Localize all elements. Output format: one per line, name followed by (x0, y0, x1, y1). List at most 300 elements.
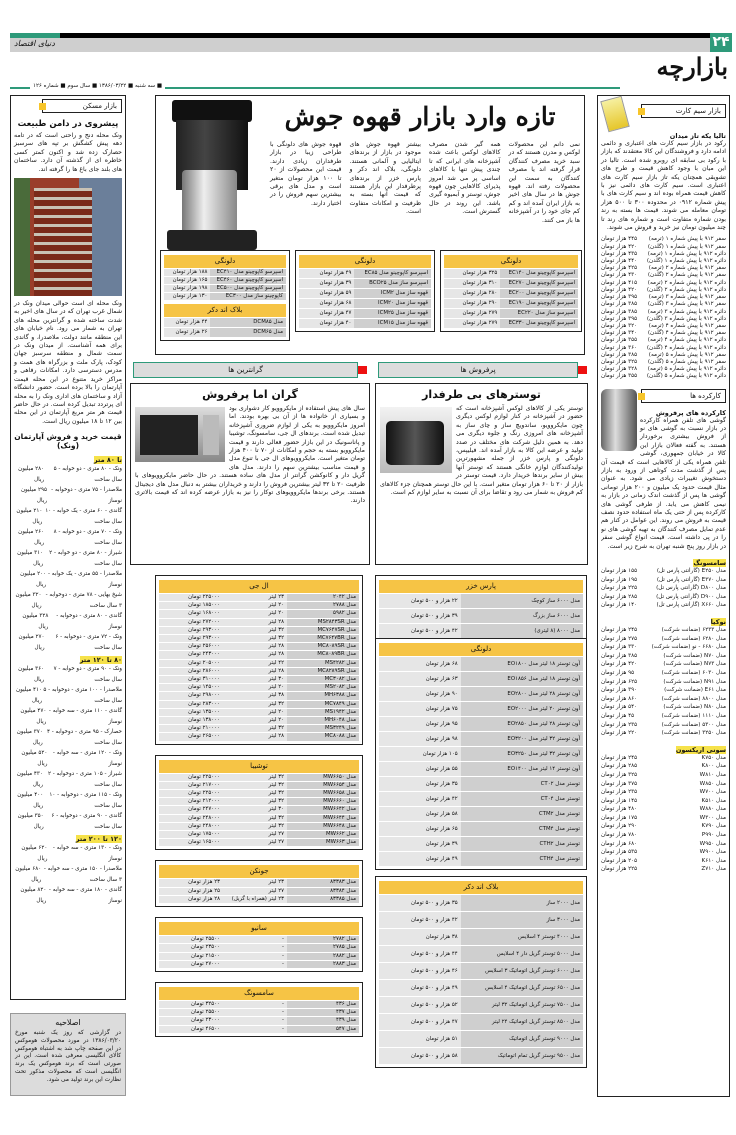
table-cell: - (223, 953, 287, 960)
item-price: ۴۸۰ هزار تومان (601, 806, 638, 813)
item-name: مدل K۸۰۰ (701, 763, 726, 770)
item-name: مدل N۸۰ (ضمانت شرکت) (663, 704, 726, 711)
table-cell: مدل ۳۰۰۰ ساز (461, 912, 583, 928)
brand-label (601, 559, 726, 567)
price-table-delonghi-3 (160, 250, 290, 304)
price-table-delonghi-4 (375, 638, 587, 870)
table-row (159, 1017, 359, 1024)
item-price: ۶۸۰ میلیون ریال (15, 866, 42, 883)
table-cell: ۳۲ لیتر (223, 701, 287, 708)
table-cell: ۶۸ هزار تومان (379, 657, 461, 671)
microwave-image (135, 407, 225, 462)
table-row (379, 822, 583, 836)
item-name: مدل N۷۰ (ضمانت شرکت) (663, 652, 726, 659)
table-cell: ۳۲ لیتر (223, 790, 287, 797)
list-item (14, 685, 122, 706)
price-table-jonkan (155, 860, 363, 907)
coffee-table-delonghi-3 (160, 250, 290, 341)
table-cell: مدل MW۶۶۴۲ (287, 806, 359, 813)
list-item (601, 762, 726, 771)
table-row (379, 1048, 583, 1064)
table-cell: مدل ۶۰۰۰ ساز بزرگ (461, 609, 583, 623)
table-row (379, 946, 583, 962)
item-name: ونک - ۸۰ متری - دو خوابه - ۵ سال ساخت (53, 466, 122, 483)
item-name: دائره ۹۱۲ با پیش شماره ۴ (ترمه) (647, 337, 726, 344)
list-item (601, 780, 726, 789)
item-name: ونک - ۱۱۵ متری - دوخوابه - ۱۰ سال ساخت (49, 792, 122, 809)
item-price: ۱۵۵ هزار تومان (601, 568, 638, 575)
item-name: مدل W۹۰۰ (699, 849, 726, 856)
brand-name: نوکیا (710, 618, 726, 626)
building-photo (14, 178, 122, 296)
list-item (14, 464, 122, 485)
coffee-column-2: همه گیر شدن مصرف کالاهای لوکس باعث شده آشپزخانه های ایرانی که تا چندی پیش تنها با کالاهای اساسی پر می شد امروز پذیرای کالاهایی چون قهوه جوش، توستر و آبمیوه گیری باشد. این روند در حال گسترش است. (429, 141, 501, 216)
list-item (601, 330, 726, 337)
table-cell: ۴۲ لیتر (223, 660, 287, 667)
table-cell: مدل ۵۹۸۲ (287, 610, 359, 617)
item-name: گاندی - ۶۰ متری - یک خوابه - ۱۰ سال ساخت (45, 508, 122, 525)
item-name: شیراز - ۸۰ متری - دو خوابه - ۲ سال ساخت (49, 550, 122, 567)
item-price: ۲۴۵ هزار تومان (601, 627, 638, 633)
table-cell: آون توستر ۲۸ لیتر مدل EO۲۸۵۰ (461, 717, 583, 731)
table-cell: ۲۵۵۰۰ تومان (159, 936, 223, 943)
table-cell: - (223, 944, 287, 951)
tag-marker-icon (638, 393, 645, 400)
item-price: ۳۸۵ هزار تومان (601, 652, 638, 659)
list-item (601, 848, 726, 857)
table-cell: ۲۸ لیتر (223, 643, 287, 650)
item-name: مدل ۶۲۳۳ (ضمانت شرکت) (661, 627, 726, 633)
table-cell: توستر مدل CT۰۲ (461, 777, 583, 791)
table-cell: مدل ۹۵۰۰ توستر گریل تمام اتوماتیک (461, 1048, 583, 1064)
item-name: مدل ۵۳۰۰ (ضمانت شرکت) (661, 721, 726, 728)
list-item (14, 485, 122, 506)
table-row (159, 635, 359, 642)
table-title: بلاک اند دکر (379, 881, 583, 894)
item-price: ۳۷۰ میلیون ریال (16, 729, 43, 746)
item-name: سفر ۹۱۲ با پیش شماره ۳ (ترمه) (648, 294, 726, 301)
table-title: دلونگی (164, 255, 286, 268)
table-row (379, 807, 583, 821)
table-cell: ۲۳ لیتر (223, 594, 287, 601)
table-cell: مدل ۹۰۰۰ توستر گریل اتوماتیک (461, 1031, 583, 1047)
table-title: ال جی (159, 580, 359, 593)
table-cell: مدل ۴۳۶ (287, 1001, 359, 1008)
item-name: حصارک - ۹۵ متری - دوخوابه - ۴ سال ساخت (46, 729, 122, 746)
item-name: دائره ۹۱۲ با پیش شماره ۱ (گلدن) (646, 258, 726, 265)
item-name: سفر ۹۱۲ با پیش شماره ۲ (گلدن) (647, 272, 726, 279)
table-cell: ۳۲ لیتر (223, 815, 287, 822)
expensive-tag: گرانترین ها (133, 362, 358, 378)
item-name: ونک - ۷۲ متری - دوخوابه - ۶ سال ساخت (55, 634, 122, 651)
table-cell: ۱۶۵۰۰۰ تومان (159, 839, 223, 846)
table-row (164, 318, 286, 327)
table-row (379, 1014, 583, 1030)
table-cell: ۲۸ لیتر (223, 668, 287, 675)
table-cell: ۳۵ هزار تومان (379, 777, 461, 791)
coffee-column-4: قهوه جوش های دلونگی با طراحی زیبا در بازار طرفداران زیادی دارند. قیمت این محصولات از ۲۰ تا ۱۰۰ هزار تومان متغیر است و مدل های برقی بیشترین سهم فروش را در اختیار دارند. (270, 141, 342, 207)
price-table-lg (155, 575, 363, 745)
list-item (601, 601, 726, 610)
table-cell: - (223, 1017, 287, 1024)
table-row (379, 672, 583, 686)
sim-card-image (600, 96, 630, 133)
table-cell: ۳۸ لیتر (223, 692, 287, 699)
table-cell: ۹۰ هزار تومان (379, 687, 461, 701)
table-cell: قهوه ساز مدل ICM۲ (354, 289, 431, 298)
table-row (159, 953, 359, 960)
table-row (299, 279, 431, 288)
table-cell: مدل MC۸۰۸۹BR (287, 651, 359, 658)
table-cell: آون توستر ۲۰ لیتر مدل EO۲۰۰۰ (461, 702, 583, 716)
list-item (601, 865, 726, 874)
table-cell: - (223, 936, 287, 943)
table-cell: ۲۰ لیتر (223, 610, 287, 617)
table-row (159, 831, 359, 838)
phone-body: گوشی های تلفن همراه کارکرده در بازار نسبت به گوشی های نو از فروش بیشتری برخوردار هستند. به گفته فعالان بازار این کالا در خیابان جمهوری، گوشی تلفن همراه یکی از کالاهایی است که قیمت آن پس از گذشت مدت کوتاهی از ورود به بازار دستخوش تغییرات زیادی می شود. به عنوان مثال قیمت حدود یک میلیون و ۲۰۰ هزار تومانی گوشی ها پس از گذشت اندک زمانی در بازار به نیمی کاهش می یابد. از طرفی گوشی های کارکرده پس از حتی یک ماه استفاده حدود نصف قیمت به فروش می روند. این عوامل در کنار هم عدم تمایل مصرف کنندگان به تهیه گوشی های نو را در پی داشته است. قیمت انواع گوشی سفر در بازار روز پنج شنبه تهران به شرح زیر است. (601, 416, 726, 550)
table-cell: مدل MH۶۰۴۸ (287, 717, 359, 724)
table-cell: اسپرسو ساز مدل BCO۲۵ (354, 279, 431, 288)
item-name: مدل D۸۰۰ (گارانتی پارس تل) (656, 585, 726, 592)
table-cell: ۴۹ هزار تومان (379, 852, 461, 866)
table-cell: ۱۳۵۰۰۰ تومان (159, 709, 223, 716)
table-cell: آون توستر ۱۸ لیتر مدل EO۱۸۵۶ (461, 672, 583, 686)
price-table-toshiba (155, 755, 363, 851)
table-cell: ۳۰ لیتر (223, 676, 287, 683)
table-row (159, 684, 359, 691)
item-price: ۲۲۰ هزار تومان (601, 730, 638, 737)
item-name: مدل P۹۹۰ (701, 832, 726, 839)
table-row (444, 299, 578, 308)
list-item (14, 527, 122, 548)
table-cell: ۱۹۸ هزار تومان (164, 285, 210, 292)
table-cell: قهوه ساز مدل ICM۲۰ (354, 299, 431, 308)
item-name: مدل E۳۷۰ (گارانتی پارس تل) (656, 576, 726, 583)
table-cell: اسپرسو کاپوچینو مدل EC۲۰۰ (500, 289, 578, 298)
table-cell: - (223, 961, 287, 968)
coffee-column-3: بیشتر قهوه جوش های موجود در بازار از برندهای ایتالیایی و آلمانی هستند. دلونگی، بلاک اند دکر و پارس خزر از برندهای پرطرفدار این بازار هستند که قیمت آنها بسته به ظرفیت و امکانات متفاوت است. (349, 141, 421, 216)
table-row (444, 319, 578, 328)
table-cell: ۲۱۲۰۰۰ تومان (159, 798, 223, 805)
item-price: ۳۸۵ هزار تومان (601, 301, 638, 308)
list-item (601, 643, 726, 652)
item-price: ۳۱۰ میلیون ریال (17, 550, 44, 567)
coffee-column-1: نمی دانم این محصولات لوکس و مدرن هستند که در سبد خرید مصرف کنندگان قرار گرفته اند یا مصرف کنندگان به سمت این محصولات رفته اند. قهوه جوش ها در سال های اخیر به بازار ایران آمده اند و کم کم جای خود را در آشپزخانه ها باز می کنند. (508, 141, 580, 224)
item-name: دائره ۹۱۲ با پیش شماره ۵ (ترمه) (647, 366, 726, 373)
table-cell: مدل ۲۸۸۳ (287, 961, 359, 968)
table-cell: ۴۲ هزار و ۵۰۰ تومان (379, 624, 461, 638)
table-cell: ۲۰ لیتر (223, 684, 287, 691)
item-price: ۱۴۵ هزار تومان (601, 797, 638, 804)
table-row (379, 624, 583, 638)
table-cell: مدل ۲۸۸۲ (287, 953, 359, 960)
table-title: دلونگی (379, 643, 583, 656)
item-name: مدل ۳۲۵۰ (ضمانت شرکت) (661, 730, 726, 737)
item-name: مدل ۶۰۳۰ (ضمانت شرکت) (661, 669, 726, 676)
list-item (14, 727, 122, 748)
table-cell: ۲۸ لیتر (223, 619, 287, 626)
item-price: ۴۲۰ هزار تومان (601, 286, 638, 293)
table-cell: ۵۱ هزار تومان (379, 1031, 461, 1047)
table-cell: ۲۱۵۰۰ تومان (159, 953, 223, 960)
list-item (14, 506, 122, 527)
table-cell: ۱۶۸۰۰۰ تومان (159, 610, 223, 617)
table-row (159, 944, 359, 951)
table-row (379, 687, 583, 701)
table-cell: مدل MC۷۸۴۹ (287, 701, 359, 708)
item-price: ۴۱۵ هزار تومان (601, 279, 638, 286)
table-row (379, 762, 583, 776)
table-row (159, 815, 359, 822)
list-item (601, 797, 726, 806)
table-cell: ۲۸ لیتر (223, 733, 287, 740)
item-price: ۴۷۰ میلیون ریال (20, 708, 47, 725)
table-cell: ۲۴۳۰۰۰ تومان (159, 651, 223, 658)
table-row (299, 269, 431, 278)
table-row (159, 602, 359, 609)
brand-rows (601, 754, 726, 874)
item-name: سفر ۹۱۲ با پیش شماره ۴ (گلدن) (647, 330, 726, 337)
table-cell: ۳۲ لیتر (223, 627, 287, 634)
table-cell: مدل MS۲۸۴۳SR (287, 619, 359, 626)
list-item (14, 664, 122, 685)
table-cell: مدل ۵۴۷ (287, 1026, 359, 1033)
table-cell: مدل ۲۷۸۵ (287, 944, 359, 951)
housing-intro: ونک محله دنج و راحتی است که در تامه دهه پیش کشگش بر تپه های سرسبز حصارک زده شد و اکنون کمتر کسی خاطره ای از گذشته آن دارد. ساختمان های بلند جای باغ ها را گرفته اند. (14, 132, 122, 173)
table-row (299, 289, 431, 298)
table-cell: ۴۲ هزار و ۵۰۰ تومان (379, 912, 461, 928)
item-price: ۵۲۰ میلیون ریال (21, 750, 48, 767)
list-item (601, 805, 726, 814)
table-row (159, 692, 359, 699)
list-item (14, 790, 122, 811)
table-row (379, 717, 583, 731)
table-row (164, 285, 286, 292)
table-cell: ۵۵ هزار تومان (379, 762, 461, 776)
toaster-article (375, 383, 588, 565)
table-row (159, 660, 359, 667)
table-cell: مدل ۲۷۸۸ (287, 602, 359, 609)
group-label: ۱۲۰ تا ۲۰۰ متر (75, 835, 122, 844)
item-price: ۴۴۵ هزار تومان (601, 236, 638, 243)
table-cell: ۳۵ هزار و ۵۰۰ تومان (379, 895, 461, 911)
table-cell: توستر مدل CT۰۴ (461, 792, 583, 806)
table-cell: کاپوچینو ساز مدل EC۳۰۰ (210, 293, 286, 300)
item-price: ۳۲۸ میلیون ریال (22, 613, 49, 630)
table-cell: ۳۰ لیتر (223, 806, 287, 813)
item-name: دائره ۹۱۲ با پیش شماره ۱ (ترمه) (647, 250, 726, 257)
table-cell: مدل MC۷۶۴۷BR (287, 635, 359, 642)
group-rows (14, 464, 122, 653)
housing-headline: پیشروی در دامن طبیعت (17, 119, 119, 129)
item-name: ملاصدرا - ۱۵۰ متری - سه خوابه - ۳ سال ساخت (43, 866, 122, 883)
table-cell: توستر مدل CTH۴ (461, 852, 583, 866)
table-cell: توستر مدل CTM۲ (461, 807, 583, 821)
item-price: ۲۰۵ هزار تومان (601, 857, 638, 864)
table-title: دلونگی (444, 255, 578, 268)
table-cell: ۳۲ لیتر (223, 725, 287, 732)
table-cell: مدل MC۸۲۸۹SR (287, 668, 359, 675)
group-rows (14, 843, 122, 906)
item-name: دائره ۹۱۲ با پیش شماره ۲ (ترمه) (647, 279, 726, 286)
table-cell: ۲۹۸۰۰۰ تومان (159, 692, 223, 699)
list-item (14, 811, 122, 832)
list-item (14, 748, 122, 769)
item-name: مدل N۷۳ (ضمانت شرکت) (663, 661, 726, 668)
right-column (597, 95, 730, 1097)
table-row (379, 609, 583, 623)
issue-line: ■ سه شنبه ■ ۱۳۸۶/۰۳/۲۲ ■ سال سوم ■ شماره ۱۲۶ (30, 83, 165, 89)
item-name: گاندی - ۱۸۰ متری - سه خوابه - نوساز (48, 887, 122, 904)
list-group-label (14, 656, 122, 664)
header-gray-band (10, 38, 710, 52)
table-row (379, 657, 583, 671)
table-cell: ۳۹ هزار تومان (299, 279, 354, 288)
table-cell: ۲۲۵۰۰۰ تومان (159, 790, 223, 797)
item-price: ۴۳۰ میلیون ریال (16, 771, 43, 788)
table-cell: اسپرسو کاپوچینو مدل EC۴۱۰ (210, 269, 286, 276)
phone-image (601, 389, 637, 451)
housing-column (10, 95, 126, 1000)
price-table-black-decker-2 (375, 876, 587, 1068)
list-item (601, 660, 726, 669)
bestseller-tag: پرفروش ها (378, 362, 578, 378)
table-row (159, 896, 359, 903)
item-name: مدل ۸۸۰۰ (ضمانت شرکت) (661, 695, 726, 702)
item-price: ۲۲۵ هزار تومان (601, 866, 638, 873)
correction-title: اصلاحیه (55, 1018, 81, 1027)
microwave-headline: گران اما پرفروش (202, 388, 298, 401)
item-price: ۳۲۰ میلیون ریال (15, 592, 42, 609)
table-cell: ۳۲ لیتر (223, 823, 287, 830)
table-row (379, 594, 583, 608)
item-name: مدل K۷۹۰ (701, 823, 726, 830)
list-item (601, 359, 726, 366)
item-name: دائره ۹۱۲ با پیش شماره ۴ (گلدن) (646, 344, 726, 351)
table-row (159, 774, 359, 781)
table-cell: آون توستر ۱۴ لیتر مدل EO۱۴۰۰ (461, 762, 583, 776)
item-price: ۲۷۰ میلیون ریال (18, 634, 45, 651)
table-cell: ۲۴۸۰۰۰ تومان (159, 823, 223, 830)
table-cell: مدل MC۷۶۴۷SR (287, 627, 359, 634)
table-cell: ۴۷ هزار و ۵۰۰ تومان (379, 1014, 461, 1030)
table-cell: مدل ۲۷۸۲ (287, 936, 359, 943)
table-row (159, 839, 359, 846)
group-label: ۸۰ تا ۱۲۰ متر (79, 656, 122, 665)
table-cell: ۴۴ هزار تومان (164, 318, 210, 327)
list-item (601, 567, 726, 576)
sim-price-list (601, 236, 726, 380)
item-price: ۳۶۰ هزار تومان (601, 344, 638, 351)
item-price: ۳۵۰ میلیون ریال (17, 813, 44, 830)
table-cell: مدل ۶۰۰۰ توستر گریل اتوماتیک ۳ اسلایس (461, 963, 583, 979)
table-row (159, 725, 359, 732)
flag-icon (578, 366, 587, 374)
phone-tag: کارکرده ها (641, 389, 726, 403)
item-price: ۲۹۵ میلیون ریال (20, 487, 47, 504)
table-cell: مدل MC۸۰۸۸ (287, 733, 359, 740)
table-cell: ۲۵۶۰۰۰ تومان (159, 643, 223, 650)
table-cell: مدل ۶۵۰۰ توستر گریل اتوماتیک ۴ اسلایس (461, 980, 583, 996)
table-cell: قهوه ساز مدل ICM۱۵ (354, 319, 431, 328)
list-item (601, 309, 726, 316)
list-item (601, 301, 726, 308)
item-price: ۳۸۵ هزار تومان (601, 351, 638, 358)
table-cell: مدل ۲۰۴۲ (287, 594, 359, 601)
table-row (164, 269, 286, 276)
table-cell: - (223, 1001, 287, 1008)
table-row (159, 594, 359, 601)
item-price: ۱۹۵ هزار تومان (601, 576, 638, 583)
table-cell: ۵۹ هزار تومان (299, 289, 354, 298)
list-item (601, 345, 726, 352)
microwave-body: سال های پیش استفاده از مایکروویو کار دشواری بود و بسیاری از خانواده ها از آن بی بهره بودند. اما امروز مایکروویو به یکی از لوازم ضروری آشپزخانه تبدیل شده است. برندهای ال جی، سامسونگ، توشیبا و پاناسونیک در این بازار حضور فعالی دارند و قیمت مایکروویو بسته به حجم و امکانات از ۷۰ تا ۴۰۰ هزار تومان متغیر است. مایکروویوهای ال جی با تنوع مدل و قیمت مناسب بیشترین سهم را دارند. مدل های گریل دار و کانوکشن گرانتر از مدل های ساده هستند. در حال حاضر مایکروویوهای با ظرفیت ۲۰ تا ۳۲ لیتر بیشترین فروش را دارند و خریداران بیشتر به دنبال مدل های دیجیتال هستند. برخی برندها مایکروویوهای توکار را نیز به بازار عرضه کرده اند که قیمت بالاتری دارند. (135, 405, 366, 505)
coffee-text-columns (270, 141, 580, 225)
table-row (159, 1009, 359, 1016)
table-cell: ۲۲۵۰۰۰ تومان (159, 594, 223, 601)
brand-label (601, 746, 726, 754)
table-cell: ۲۵۵۰۰ تومان (159, 1009, 223, 1016)
item-price: ۳۴۰ هزار تومان (601, 330, 638, 337)
list-item (601, 831, 726, 840)
item-price: ۲۶۰ میلیون ریال (18, 529, 45, 546)
table-cell: ۴۰ هزار تومان (299, 319, 354, 328)
table-cell: ۴۴ هزار و ۵۰۰ تومان (379, 946, 461, 962)
item-name: ونک - ۷۰ متری - دو خوابه - ۸ سال ساخت (53, 529, 122, 546)
table-cell: مدل MW۶۶۴۴ (287, 815, 359, 822)
price-table-pars-khazar (375, 575, 587, 642)
table-row (164, 277, 286, 284)
item-price: ۲۹۰ هزار تومان (601, 823, 638, 830)
table-row (159, 709, 359, 716)
apartment-price-title: قیمت خرید و فروش آپارتمان (ونک) (14, 432, 122, 451)
table-cell: ۲۷۰۰۰ تومان (159, 961, 223, 968)
item-price: ۱۴۰ هزار تومان (601, 602, 638, 609)
item-price: ۵۴۰ هزار تومان (601, 704, 638, 711)
table-cell: ۲۷۹ هزار تومان (444, 319, 500, 328)
phone-article (601, 389, 726, 552)
brand-name: سامسونگ (693, 559, 726, 568)
item-name: ونک - ۹۰ متری - دو خوابه - ۷ سال ساخت (53, 666, 122, 683)
list-item (601, 788, 726, 797)
table-cell: مدل MW۶۶۲ (287, 831, 359, 838)
list-item (601, 626, 726, 635)
item-name: ملاصدرا - ۷۵ متری - دوخوابه - نوساز (51, 487, 122, 504)
item-name: سفر ۹۱۲ با پیش شماره ۴ (ترمه) (648, 322, 726, 329)
item-name: گاندی - ۸۰ متری - دوخوابه - نوساز (56, 613, 122, 630)
table-cell: ۲۹۳۰۰۰ تومان (159, 635, 223, 642)
item-price: ۴۴۰ هزار تومان (601, 258, 638, 265)
table-cell: ۳۲۵ هزار تومان (444, 269, 500, 278)
coffee-table-delonghi-1 (440, 250, 582, 332)
table-cell: ۱۶۵ هزار تومان (164, 277, 210, 284)
item-name: مدل ۶۲۸۰ (ضمانت شرکت) (661, 635, 726, 642)
item-price: ۳۲۸ هزار تومان (601, 366, 638, 373)
table-title: جونکن (159, 865, 359, 878)
table-row (444, 289, 578, 298)
table-title: توشیبا (159, 760, 359, 773)
item-name: مدل ۶۶۸۰ - نو (ضمانت شرکت) (651, 644, 726, 651)
table-cell: مدل DCM۸۵ (210, 318, 286, 327)
correction-box (10, 1013, 126, 1096)
group-rows (14, 664, 122, 832)
table-row (159, 651, 359, 658)
toaster-image (380, 407, 452, 473)
brand-rows (601, 567, 726, 610)
section-title: بازارچه (656, 52, 728, 81)
list-item (601, 244, 726, 251)
table-cell: مدل MW۶۶۳ (287, 839, 359, 846)
